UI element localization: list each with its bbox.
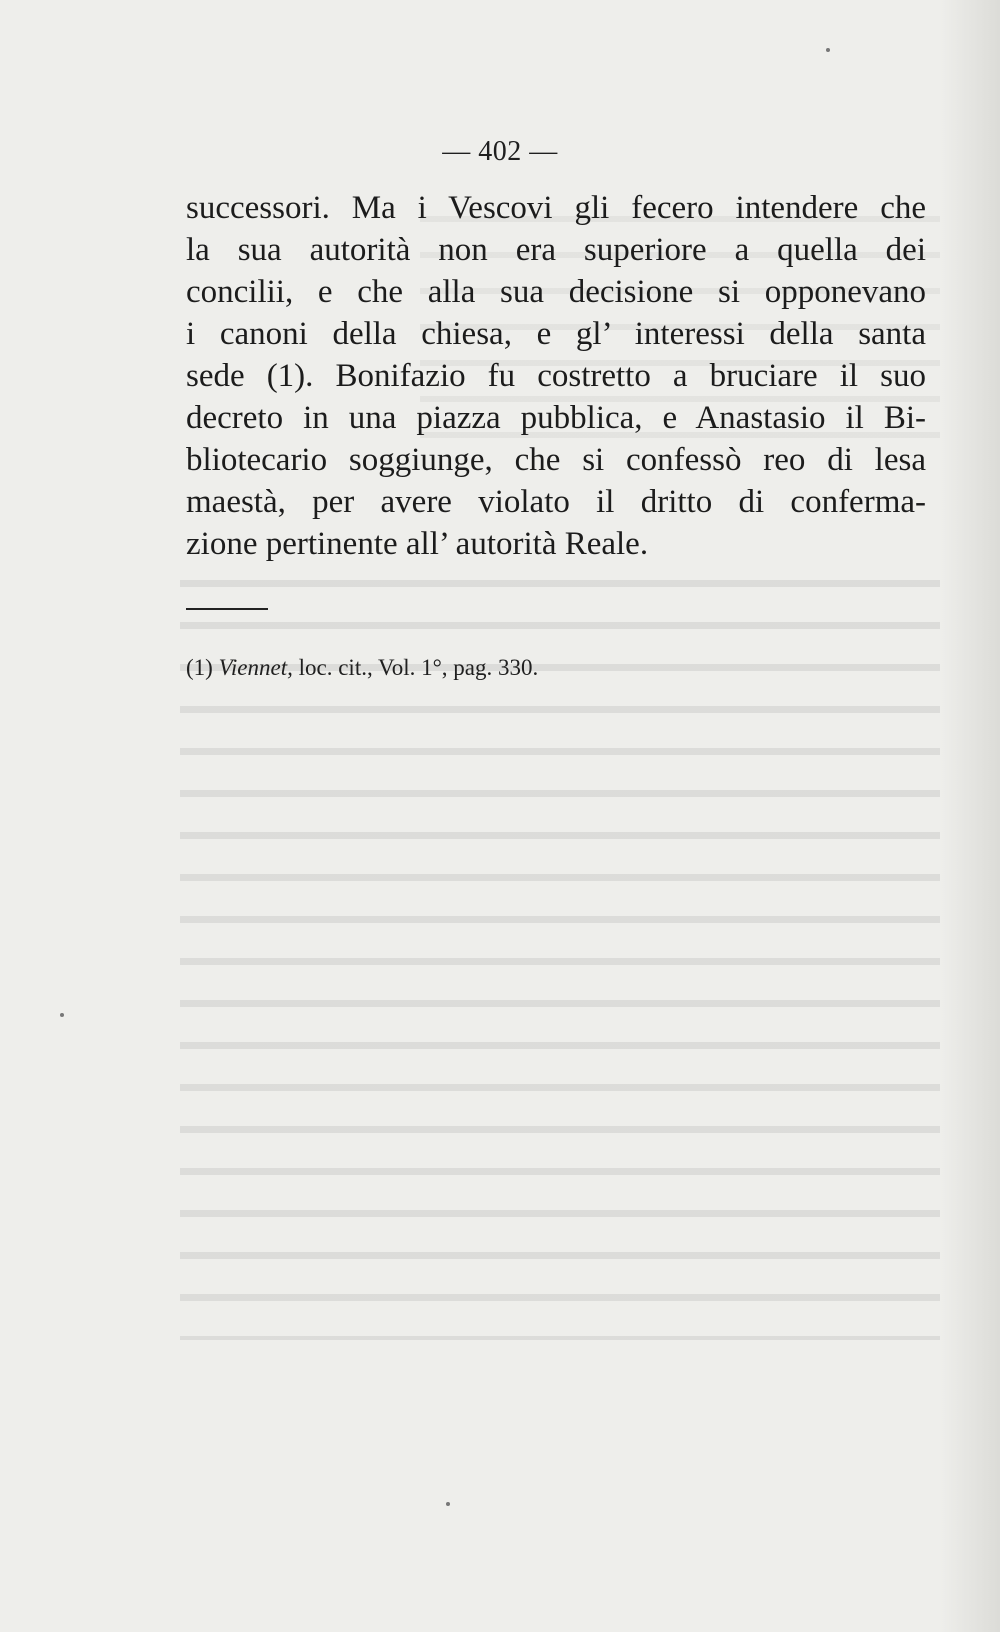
footnote-citation: loc. cit., Vol. 1°, pag. 330. <box>298 655 539 680</box>
text-line: zione pertinente all’ autorità Reale. <box>186 526 649 562</box>
footnote-marker: (1) <box>186 655 213 680</box>
main-paragraph <box>186 187 926 565</box>
text-line: concilii, e che alla sua decisione si opponevano <box>186 274 926 310</box>
page-edge-shadow <box>940 0 1000 1632</box>
page-number: — 402 — <box>442 136 558 167</box>
footnote <box>186 655 926 681</box>
footnote-separator <box>186 608 268 610</box>
footnote-author: Viennet, <box>218 655 293 680</box>
text-line: decreto in una piazza pubblica, e Anastasio il Bi- <box>186 400 926 436</box>
text-line: bliotecario soggiunge, che si confessò reo di lesa <box>186 442 926 478</box>
text-line: successori. Ma i Vescovi gli fecero intendere che <box>186 190 926 226</box>
text-line: la sua autorità non era superiore a quella dei <box>186 232 926 268</box>
paper-speck <box>60 1013 64 1017</box>
text-line: i canoni della chiesa, e gl’ interessi della santa <box>186 316 926 352</box>
paper-speck <box>446 1502 450 1506</box>
text-line: sede (1). Bonifazio fu costretto a bruciare il suo <box>186 358 926 394</box>
text-line: maestà, per avere violato il dritto di conferma- <box>186 484 926 520</box>
paper-speck <box>826 48 830 52</box>
